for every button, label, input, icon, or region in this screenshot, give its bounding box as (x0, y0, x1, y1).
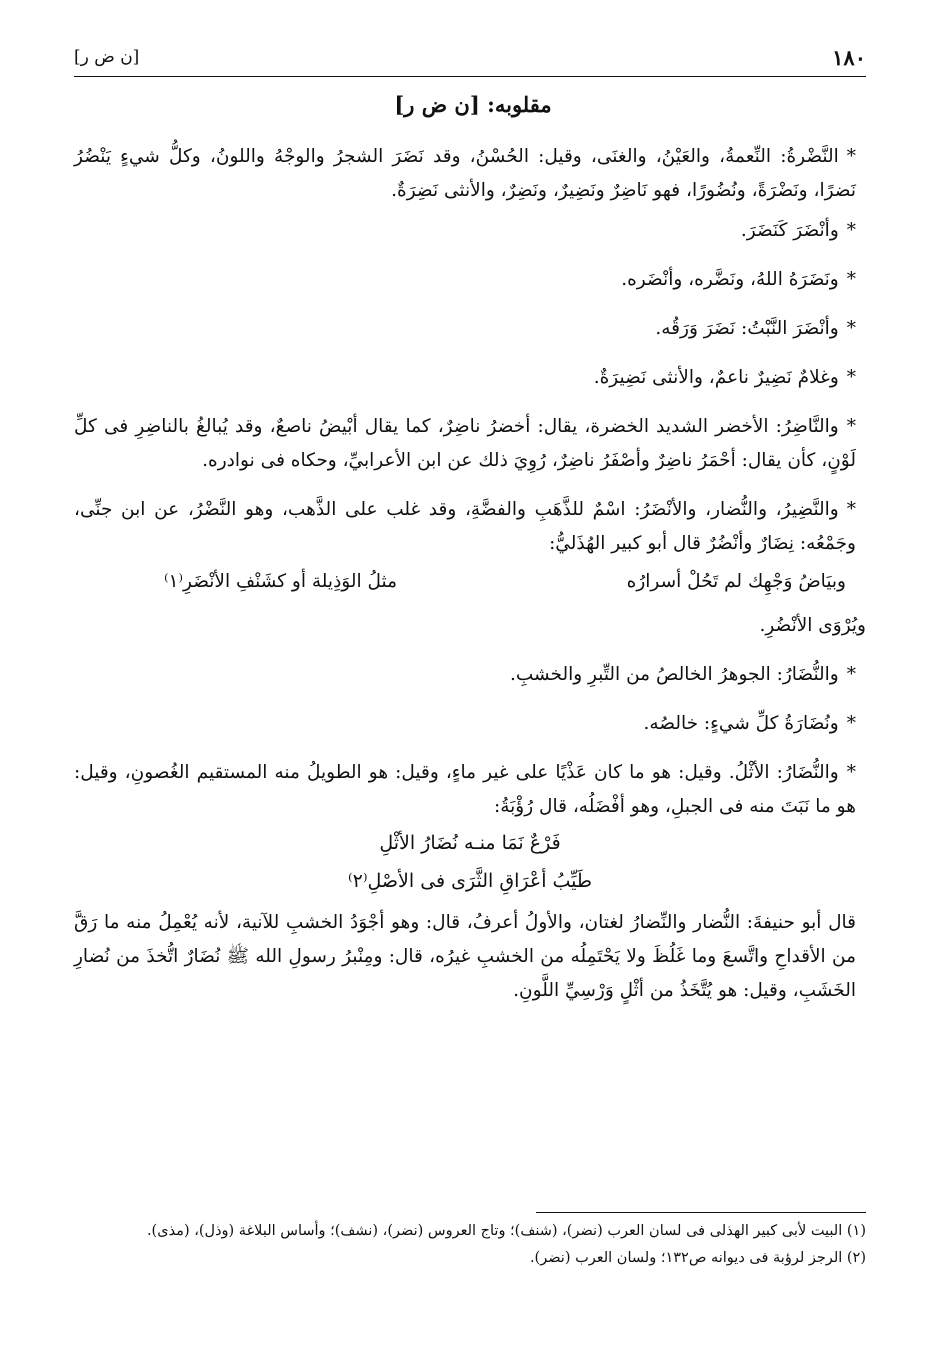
entry-paragraph: *والنَّاضِرُ: الأخضر الشديد الخضرة، يقال: أخضرُ ناضِرٌ، كما يقال أبْيضُ ناصعٌ، وقد يُبالغُ بالناضِرِ فى كلِّ لَوْنٍ، كأن يقال: أحْمَرُ ناضِرٌ وأصْفَرُ ناضِرٌ، رُوِيَ ذلك عن ابن الأعرابيِّ، وحكاه فى نوادره. (74, 416, 856, 471)
asterisk-icon: * (846, 220, 856, 241)
section-title: مقلوبه: [ن ض ر] (394, 92, 552, 117)
verse-second-hemistich: مثلُ الوَذِيلة أو كشَنْفِ الأنْضَرِ⁽١⁾ (164, 571, 398, 592)
asterisk-icon: * (846, 146, 856, 167)
entry-paragraph: *وأنْضَرَ النَّبْتُ: نَضَرَ وَرَقُه. (655, 318, 856, 339)
running-head: [ن ض ر] (74, 47, 140, 67)
asterisk-icon: * (846, 318, 856, 339)
entry-paragraph: *ونَضَرَهُ اللهُ، ونَضَّره، وأنْضَره. (621, 269, 856, 290)
footnotes (74, 1218, 866, 1272)
entry-paragraph: ويُرْوَى الأنْضُرِ. (759, 615, 866, 636)
header-divider (74, 76, 866, 77)
asterisk-icon: * (846, 713, 856, 734)
asterisk-icon: * (846, 416, 856, 437)
entry-paragraph: *ونُضَارَةُ كلِّ شيءٍ: خالصُه. (643, 713, 856, 734)
rajaz-line: فَرْعٌ نَمَا منـه نُضَارُ الأثْلِ (379, 832, 561, 854)
poetry-verse (74, 565, 866, 599)
rajaz-verse (74, 824, 866, 900)
entry-paragraph: *النَّضْرةُ: النِّعمةُ، والعَيْنُ، والغنَى، وقيل: الحُسْنُ، وقد نَضَرَ الشجرُ والوجْهُ واللونُ، وكلُّ شيءٍ يَنْضُرُ نَضرًا، ونَضْرَةً، ونُضُورًا، فهو نَاضِرٌ ونَضِيرٌ، ونَضِرٌ، والأنثى نَضِرَةٌ. (74, 146, 856, 201)
footnote: (١) البيت لأبى كبير الهذلى فى لسان العرب (نضر)، (شنف)؛ وتاج العروس (نضر)، (نشف)؛ وأساس البلاغة (وذل)، (مذى). (146, 1223, 866, 1239)
page-header (74, 42, 866, 72)
entry-paragraph: *وغلامٌ نَضِيرٌ ناعمٌ، والأنثى نَضِيرَةٌ. (593, 367, 856, 388)
entry-paragraph: *والنَّضِيرُ، والنُّضار، والأنْضَرُ: اسْمٌ للذَّهَبِ والفضَّةِ، وقد غلب على الذَّهب، وهو النَّضْرُ، عن ابن جنِّى، وجَمْعُه: نِضَارٌ وأنْضُرٌ قال أبو كبير الهُذَليُّ: (74, 499, 856, 554)
footnote-divider (536, 1212, 866, 1213)
rajaz-line: طَيِّبُ أعْرَاقِ الثَّرَى فى الأصْلِ⁽٢⁾ (347, 870, 593, 892)
entry-paragraph: *وأنْضَرَ كَنَضَرَ. (740, 220, 856, 241)
asterisk-icon: * (846, 499, 856, 520)
verse-first-hemistich: وبيَاضُ وَجْهِك لم تَحُلْ أسرارُه (626, 571, 846, 592)
entry-paragraph: *والنُّضَارُ: الجوهرُ الخالصُ من التِّبرِ والخشبِ. (509, 664, 856, 685)
page-number: ١٨٠ (832, 44, 866, 70)
asterisk-icon: * (846, 367, 856, 388)
main-text (74, 140, 866, 1008)
asterisk-icon: * (846, 762, 856, 783)
asterisk-icon: * (846, 664, 856, 685)
asterisk-icon: * (846, 269, 856, 290)
entry-paragraph: *والنُّضَارُ: الأثْلُ. وقيل: هو ما كان عَذْيًا على غير ماءٍ، وقيل: هو الطويلُ منه المستقيم الغُصونِ، وقيل: هو ما نَبَتَ منه فى الجبلِ، وهو أفْضَلُه، قال رُؤْبَةُ: (74, 762, 856, 817)
footnote: (٢) الرجز لرؤبة فى ديوانه ص١٣٢؛ ولسان العرب (نضر). (529, 1250, 866, 1266)
closing-paragraph: قال أبو حنيفةَ: النُّضار والنِّضارُ لغتان، والأولُ أعرفُ، قال: وهو أجْوَدُ الخشبِ للآنية، لأنه يُعْمِلُ منه ما رَقَّ من الأقداحِ واتَّسعَ وما غَلُظَ ولا يَحْتَمِلُه من الخشبِ غيرُه، قال: ومِنْبرُ رسولِ الله ﷺ نُضَارٌ اتُّخذَ من نُضارِ الخَشَبِ، وقيل: هو يُتَّخَذُ من أثْلٍ وَرْسِيِّ اللَّونِ. (74, 912, 856, 1001)
